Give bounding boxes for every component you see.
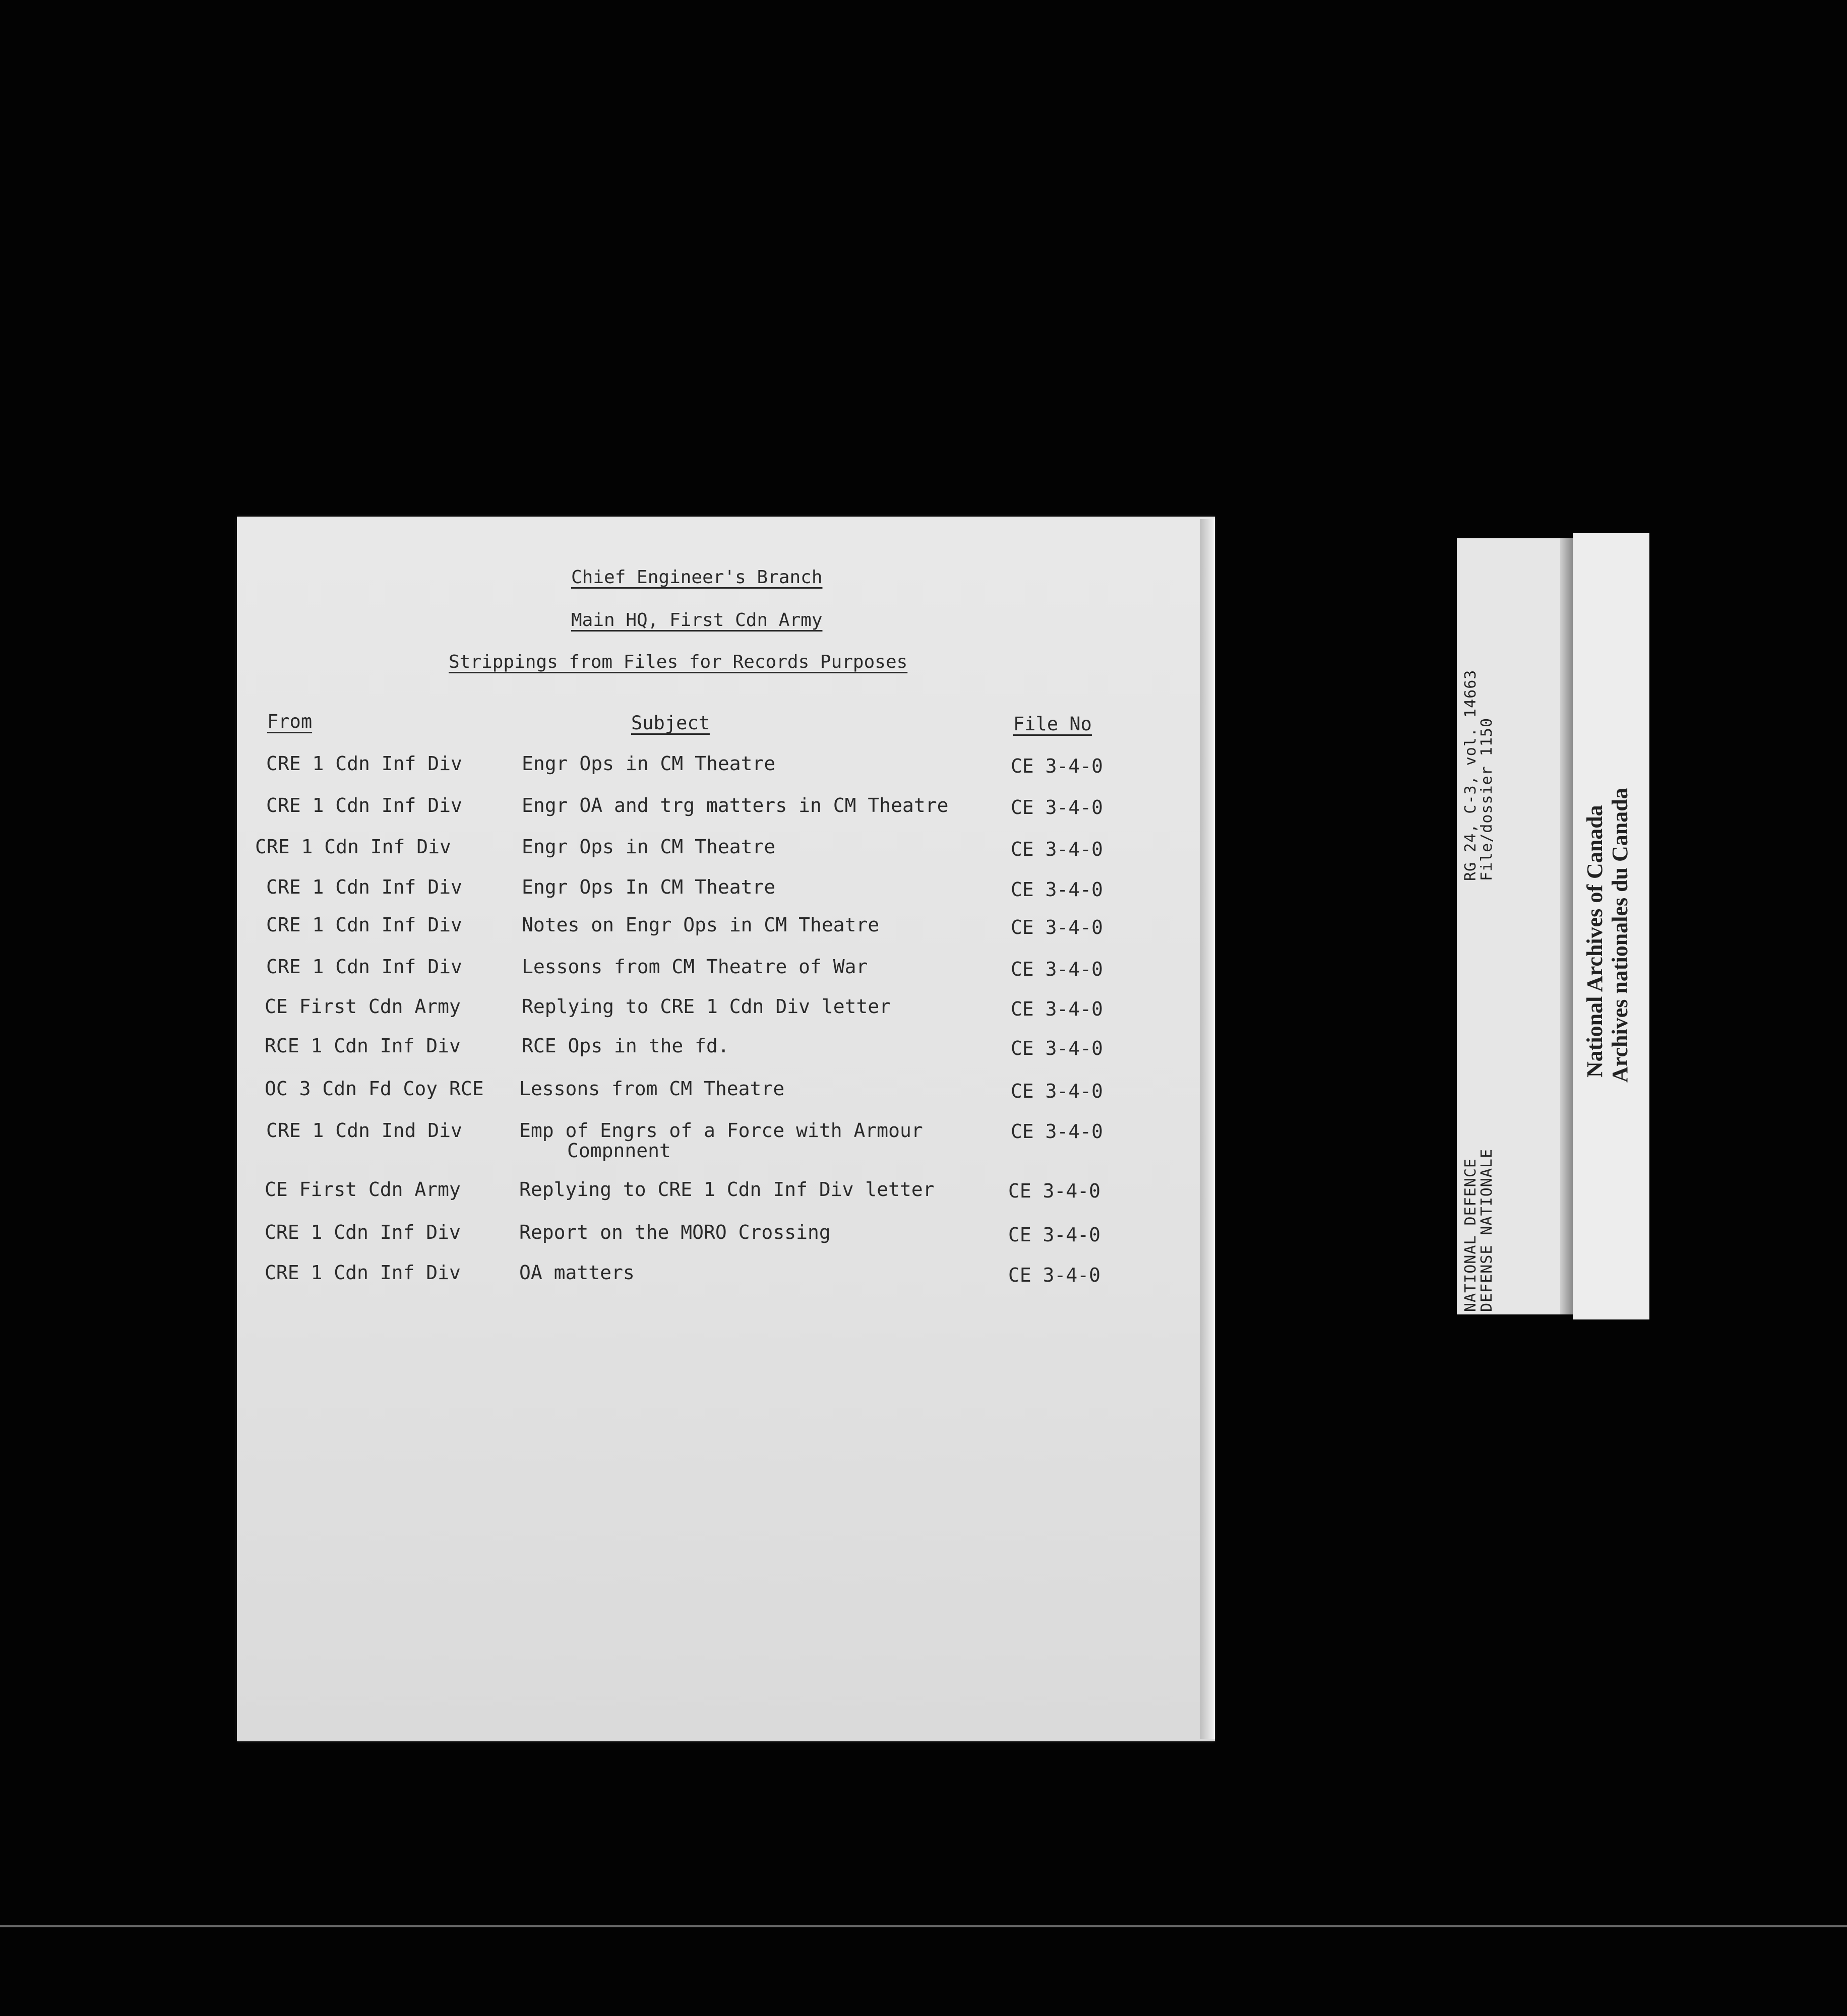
row-from: CRE 1 Cdn Ind Div xyxy=(266,1119,462,1142)
row-subject: Emp of Engrs of a Force with Armour xyxy=(519,1119,923,1142)
row-from: CE First Cdn Army xyxy=(265,1178,461,1201)
label-department-line-2: DEFENSE NATIONALE xyxy=(1478,1148,1496,1312)
row-file-no: CE 3-4-0 xyxy=(1008,1224,1101,1246)
label-reference-line-1: RG 24, C-3, vol. 14663 xyxy=(1462,669,1480,881)
row-from: CRE 1 Cdn Inf Div xyxy=(265,1262,461,1284)
label-department-line-1: NATIONAL DEFENCE xyxy=(1462,1158,1480,1312)
row-subject: Notes on Engr Ops in CM Theatre xyxy=(522,914,880,936)
row-file-no: CE 3-4-0 xyxy=(1011,878,1103,901)
column-header-subject: Subject xyxy=(631,712,710,734)
row-file-no: CE 3-4-0 xyxy=(1011,755,1103,777)
row-from: CRE 1 Cdn Inf Div xyxy=(266,914,462,936)
row-from: RCE 1 Cdn Inf Div xyxy=(265,1035,461,1057)
row-subject: Engr Ops in CM Theatre xyxy=(522,752,776,775)
frame-divider-line xyxy=(0,1925,1847,1927)
row-subject: Engr Ops in CM Theatre xyxy=(522,836,776,858)
row-file-no: CE 3-4-0 xyxy=(1011,1080,1103,1102)
title-line-1: Chief Engineer's Branch xyxy=(571,567,823,588)
column-header-from: From xyxy=(267,711,313,732)
row-subject: Lessons from CM Theatre of War xyxy=(522,956,868,978)
title-line-3: Strippings from Files for Records Purposes xyxy=(449,652,908,672)
row-from: CRE 1 Cdn Inf Div xyxy=(266,752,462,775)
row-from: OC 3 Cdn Fd Coy RCE xyxy=(265,1078,484,1100)
row-file-no: CE 3-4-0 xyxy=(1011,838,1103,860)
sheet-edge xyxy=(1200,519,1215,1739)
typed-sheet xyxy=(237,517,1215,1741)
row-file-no: CE 3-4-0 xyxy=(1011,1037,1103,1059)
row-from: CE First Cdn Army xyxy=(265,995,461,1018)
row-file-no: CE 3-4-0 xyxy=(1011,916,1103,938)
label-archives-french: Archives nationales du Canada xyxy=(1608,788,1632,1083)
row-subject: Lessons from CM Theatre xyxy=(519,1078,785,1100)
column-header-file-no: File No xyxy=(1013,713,1092,735)
row-subject: OA matters xyxy=(519,1262,635,1284)
row-subject: Engr OA and trg matters in CM Theatre xyxy=(522,794,949,816)
row-file-no: CE 3-4-0 xyxy=(1011,958,1103,980)
row-from: CRE 1 Cdn Inf Div xyxy=(266,876,462,898)
row-from: CRE 1 Cdn Inf Div xyxy=(265,1221,461,1243)
row-file-no: CE 3-4-0 xyxy=(1011,998,1103,1020)
row-subject: RCE Ops in the fd. xyxy=(522,1035,729,1057)
label-archives-english: National Archives of Canada xyxy=(1582,805,1607,1078)
row-from: CRE 1 Cdn Inf Div xyxy=(266,956,462,978)
row-file-no: CE 3-4-0 xyxy=(1011,1120,1103,1143)
row-subject: Engr Ops In CM Theatre xyxy=(522,876,776,898)
row-subject: Replying to CRE 1 Cdn Div letter xyxy=(522,995,891,1018)
row-from: CRE 1 Cdn Inf Div xyxy=(255,836,451,858)
row-file-no: CE 3-4-0 xyxy=(1011,796,1103,818)
title-line-2: Main HQ, First Cdn Army xyxy=(571,610,823,631)
row-file-no: CE 3-4-0 xyxy=(1008,1264,1101,1286)
row-from: CRE 1 Cdn Inf Div xyxy=(266,794,462,816)
archive-label-archives-strip xyxy=(1573,533,1649,1319)
row-file-no: CE 3-4-0 xyxy=(1008,1180,1101,1202)
label-fold-shadow xyxy=(1560,538,1573,1314)
row-subject-continued: Compnnent xyxy=(567,1140,671,1162)
label-reference-line-2: File/dossier 1150 xyxy=(1478,717,1496,881)
row-subject: Report on the MORO Crossing xyxy=(519,1221,831,1243)
archive-label-reference-strip xyxy=(1457,538,1573,1314)
row-subject: Replying to CRE 1 Cdn Inf Div letter xyxy=(519,1178,935,1201)
